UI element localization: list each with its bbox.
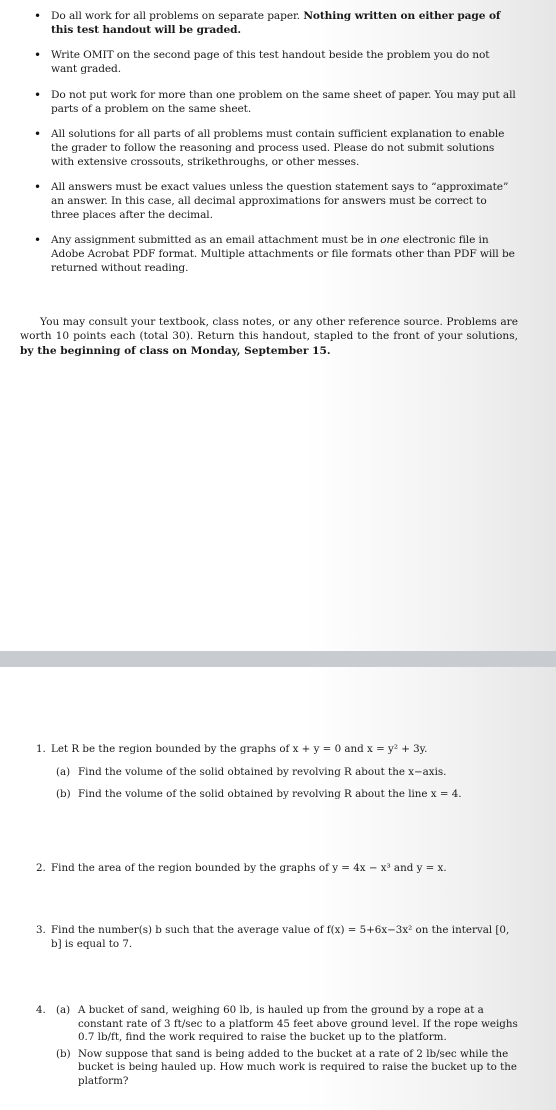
handout-page-2: [0, 667, 556, 1110]
instructions-list: [0, 10, 556, 276]
part-label: (b): [56, 788, 71, 800]
instruction-emphasis: one: [380, 234, 400, 247]
part-text: A bucket of sand, weighing 60 lb, is hauled up from the ground by a rope at a constant rate of 3 ft/sec to a platform 45 feet above ground level. If the rope weighs 0.7 lb/ft, find the work required to raise the bucket up to the platform.: [78, 1004, 518, 1043]
due-date-text: by the beginning of class on Monday, September 15.: [20, 344, 331, 357]
problem-number: 3.: [36, 924, 46, 936]
part-label: (a): [56, 1004, 71, 1016]
instruction-text: All answers must be exact values unless the question statement says to “approximate” an answer. In this case, all decimal approximations for answers must be correct to three places after the decimal.: [51, 181, 509, 221]
problem-number: 4.: [36, 1004, 46, 1016]
bullet-icon: •: [34, 9, 41, 23]
part-label: (b): [56, 1047, 71, 1060]
instruction-text: Write OMIT on the second page of this test handout beside the problem you do not want graded.: [51, 49, 490, 76]
problem-1: [36, 743, 520, 802]
closing-paragraph: [20, 315, 518, 359]
part-text: Find the volume of the solid obtained by revolving R about the line x = 4.: [78, 788, 462, 800]
problem-statement: Let R be the region bounded by the graphs of x + y = 0 and x = y² + 3y.: [51, 743, 428, 755]
problem-number: 1.: [36, 743, 46, 755]
instruction-item: [34, 180, 516, 222]
bullet-icon: •: [34, 127, 41, 142]
instruction-item: [34, 9, 516, 37]
instruction-item: [34, 48, 516, 76]
instruction-item: [34, 87, 516, 116]
problem-statement: Find the area of the region bounded by the graphs of y = 4x − x³ and y = x.: [51, 862, 447, 874]
problem-part: [56, 788, 520, 802]
problem-2: [36, 862, 520, 876]
instruction-text: Do not put work for more than one problem on the same sheet of paper. You may put all parts of a problem on the same sheet.: [51, 88, 516, 115]
instruction-item: [34, 233, 516, 275]
bullet-icon: •: [34, 233, 41, 248]
bullet-icon: •: [34, 87, 41, 102]
problem-3: [36, 924, 520, 951]
bullet-icon: •: [34, 180, 41, 195]
instruction-item: [34, 127, 516, 169]
closing-text: You may consult your textbook, class notes, or any other reference source. Problems are worth 10 points each (total 30). Return this handout, stapled to the front of your solutions,: [20, 315, 518, 343]
bullet-icon: •: [34, 48, 41, 63]
instruction-text: Do all work for all problems on separate paper.: [51, 10, 304, 22]
problem-4: [36, 1004, 520, 1088]
part-text: Find the volume of the solid obtained by revolving R about the x−axis.: [78, 765, 447, 778]
part-text: Now suppose that sand is being added to the bucket at a rate of 2 lb/sec while the bucket is being hauled up. How much work is required to raise the bucket up to the platform?: [78, 1047, 517, 1087]
problem-part: [56, 1004, 520, 1045]
problem-part: [56, 766, 520, 780]
page-separator: [0, 651, 556, 667]
instruction-text: Any assignment submitted as an email attachment must be in: [51, 234, 381, 247]
problem-part: [56, 1048, 520, 1089]
instruction-text: electronic file in Adobe Acrobat PDF format. Multiple attachments or file formats other than PDF will be returned without reading.: [51, 234, 515, 274]
problem-number: 2.: [36, 862, 46, 874]
problem-statement: Find the number(s) b such that the average value of f(x) = 5+6x−3x² on the interval [0, b] is equal to 7.: [51, 924, 510, 950]
part-label: (a): [56, 765, 71, 778]
instruction-text: All solutions for all parts of all problems must contain sufficient explanation to enable the grader to follow the reasoning and process used. Please do not submit solutions with extensive crossouts, strikethroughs, or other messes.: [51, 128, 505, 168]
instruction-bold-text: Nothing written on either page of this test handout will be graded.: [51, 10, 501, 36]
